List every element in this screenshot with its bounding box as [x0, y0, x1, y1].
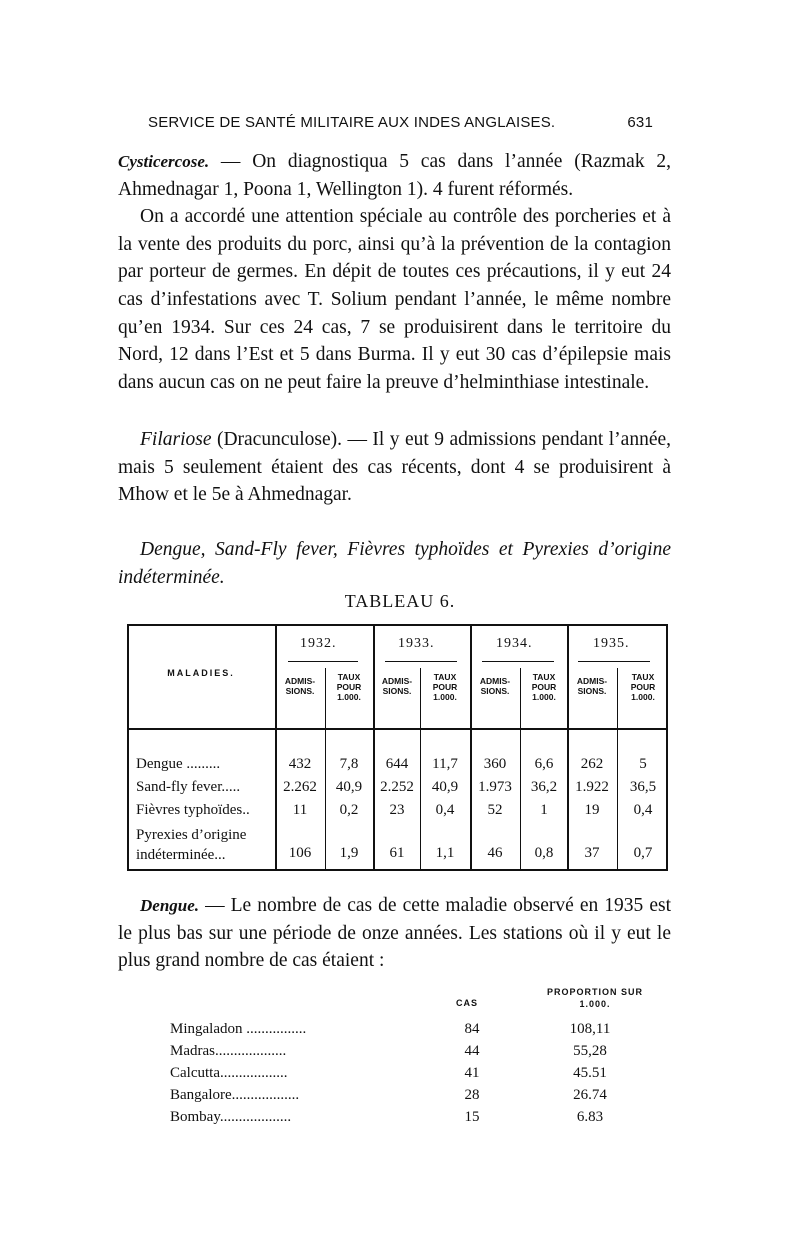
- table-cell: 6,6: [534, 756, 554, 772]
- table-cell: 1: [540, 802, 548, 818]
- paragraph-text: (Dracunculose). — Il y eut 9 admissions pendant l’année, mais 5 seulement étaient des cas récents, dont 4 se produisirent à Mhow et le 5e à Ahmednagar.: [118, 429, 671, 506]
- subheader-taux: TAUX POUR 1.000.: [531, 672, 557, 702]
- table-cell: 1,1: [435, 845, 455, 861]
- station-cas: 44: [464, 1043, 480, 1059]
- table-cell: 61: [389, 845, 405, 861]
- paragraph-lead: Dengue.: [140, 896, 200, 915]
- paragraph-dengue: [118, 892, 671, 975]
- subheader-admissions: ADMIS-SIONS.: [381, 676, 413, 696]
- list-item: Mingaladon ................: [170, 1021, 307, 1037]
- table-cell: 36,5: [629, 779, 657, 795]
- table-cell: 2.252: [380, 779, 414, 795]
- list-item: Bangalore..................: [170, 1087, 300, 1103]
- row-label-pyrexies: Pyrexies d’origine indéterminée...: [136, 827, 247, 863]
- subheader-taux: TAUX POUR 1.000.: [630, 672, 656, 702]
- year-1932: 1932.: [300, 636, 337, 651]
- column-header-proportion: PROPORTION SUR 1.000.: [546, 987, 643, 1009]
- table-cell: 0,2: [339, 802, 359, 818]
- table-cell: 0,4: [435, 802, 455, 818]
- row-label-dengue: Dengue .........: [136, 756, 221, 772]
- paragraph-lead: Cysticercose.: [118, 152, 210, 171]
- table-cell: 7,8: [339, 756, 359, 772]
- station-cas: 15: [464, 1109, 480, 1125]
- station-cas: 84: [464, 1021, 480, 1037]
- table-cell: 1,9: [339, 845, 359, 861]
- table-cell: 1.973: [478, 779, 512, 795]
- table-cell: 11,7: [432, 756, 458, 772]
- station-proportion: 55,28: [573, 1043, 607, 1059]
- table-cell: 36,2: [530, 779, 558, 795]
- table-cell: 360: [483, 756, 507, 772]
- table-cell: 52: [487, 802, 503, 818]
- running-header: [148, 114, 653, 131]
- subheader-admissions: ADMIS-SIONS.: [576, 676, 608, 696]
- column-header-cas: CAS: [455, 998, 478, 1008]
- year-1933: 1933.: [398, 636, 435, 651]
- paragraph-filariose: [118, 426, 671, 509]
- table-cell: 37: [584, 845, 600, 861]
- table-cell: 106: [288, 845, 312, 861]
- column-header-diseases: MALADIES.: [167, 668, 235, 678]
- subheader-admissions: ADMIS-SIONS.: [479, 676, 511, 696]
- table-cell: 5: [639, 756, 647, 772]
- station-proportion: 26.74: [573, 1087, 607, 1103]
- station-cas: 41: [464, 1065, 480, 1081]
- table-cell: 0,4: [633, 802, 653, 818]
- paragraph-text: — On diagnostiqua 5 cas dans l’année (Razmak 2, Ahmednagar 1, Poona 1, Wellington 1). 4 furent réformés.: [118, 151, 671, 200]
- subheader-taux: TAUX POUR 1.000.: [336, 672, 362, 702]
- table-cell: 11: [292, 802, 308, 818]
- table-cell: 40,9: [431, 779, 459, 795]
- table-cell: 40,9: [335, 779, 363, 795]
- paragraph-lead: Filariose: [140, 429, 212, 450]
- station-proportion: 108,11: [569, 1021, 611, 1037]
- table-cell: 2.262: [283, 779, 317, 795]
- row-label-sand-fly: Sand-fly fever.....: [136, 779, 241, 795]
- table-cell: 1.922: [575, 779, 609, 795]
- table-cell: 19: [584, 802, 600, 818]
- year-1934: 1934.: [496, 636, 533, 651]
- subheader-taux: TAUX POUR 1.000.: [432, 672, 458, 702]
- subheader-admissions: ADMIS-SIONS.: [284, 676, 316, 696]
- list-item: Calcutta..................: [170, 1065, 288, 1081]
- table-cell: 644: [385, 756, 409, 772]
- page-number: 631: [627, 114, 653, 131]
- table-cell: 262: [580, 756, 604, 772]
- list-item: Madras...................: [170, 1043, 287, 1059]
- table-cell: 46: [487, 845, 503, 861]
- row-label-typhoides: Fièvres typhoïdes..: [136, 802, 250, 818]
- list-item: Bombay...................: [170, 1109, 292, 1125]
- table-cell: 432: [288, 756, 312, 772]
- table-cell: 23: [389, 802, 405, 818]
- header-title: SERVICE DE SANTÉ MILITAIRE AUX INDES ANGLAISES.: [148, 114, 556, 131]
- section-heading-dengue: Dengue, Sand-Fly fever, Fièvres typhoïdes et Pyrexies d’origine indéterminée.: [118, 539, 671, 588]
- paragraph-text: On a accordé une attention spéciale au contrôle des porcheries et à la vente des produits du porc, ainsi qu’à la prévention de la contagion par porteur de germes. En dépit de toutes ces précautions, il y eut 24 cas d’infestations avec T. Solium pendant l’année, le même nombre qu’en 1934. Sur ces 24 cas, 7 se produisirent dans le territoire du Nord, 12 dans l’Est et 5 dans Burma. Il y eut 30 cas d’épilepsie mais dans aucun cas on ne peut faire la preuve d’helminthiase intestinale.: [118, 206, 671, 393]
- station-proportion: 45.51: [573, 1065, 607, 1081]
- table-caption: TABLEAU 6.: [344, 591, 456, 611]
- station-cas: 28: [464, 1087, 480, 1103]
- year-1935: 1935.: [593, 636, 630, 651]
- paragraph-cysticercose: [118, 148, 671, 396]
- table-cell: 0,8: [534, 845, 554, 861]
- table-cell: 0,7: [633, 845, 653, 861]
- station-proportion: 6.83: [576, 1109, 604, 1125]
- paragraph-text: — Le nombre de cas de cette maladie observé en 1935 est le plus bas sur une période de onze années. Les stations où il y eut le plus grand nombre de cas étaient :: [118, 895, 671, 972]
